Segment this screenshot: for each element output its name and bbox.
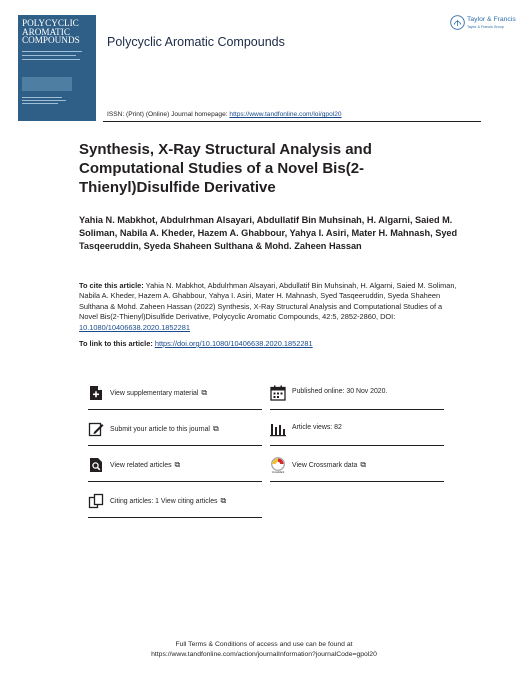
cover-line [22,59,80,60]
cover-block [22,77,72,91]
row-divider [270,445,444,446]
citing-articles-icon [88,493,104,509]
citation-label: To cite this article: [79,281,144,290]
publisher-logo[interactable] [450,15,516,37]
cover-line [22,100,66,101]
article-views-label: Article views: 82 [292,424,342,431]
journal-name[interactable]: Polycyclic Aromatic Compounds [107,35,285,49]
view-citing-articles-button[interactable] [88,484,262,518]
external-link-icon: ⧉ [174,460,181,469]
footer-terms-link[interactable]: https://www.tandfonline.com/action/journalInformation?journalCode=gpol20 [151,650,377,658]
view-citing-articles-label: Citing articles: 1 View citing articles ⧉ [110,496,227,505]
article-authors: Yahia N. Mabkhot, Abdulrhman Alsayari, Abdullatif Bin Muhsinah, H. Algarni, Saied M. Soliman, Nabila A. Kheder, Hazem A. Ghabbour, Yahya I. Asiri, Mater H. Mahnash, Syed Tasqeeruddin, Syeda Shaheen Sulthana & Mohd. Zaheen Hassan [79,215,458,251]
view-related-articles-label: View related articles ⧉ [110,460,181,469]
row-divider [270,481,444,482]
bar-chart-icon [270,421,286,437]
view-supplementary-material-button[interactable] [88,376,262,410]
external-link-icon: ⧉ [201,388,208,397]
external-link-icon: ⧉ [360,460,367,469]
publisher-logo-brand: Taylor & Francis [467,16,516,23]
search-document-icon [88,457,104,473]
published-online-label: Published online: 30 Nov 2020. [292,388,388,395]
view-supplementary-material-label: View supplementary material ⧉ [110,388,208,397]
pen-edit-icon [88,421,104,437]
crossmark-icon-label: CrossMark [271,470,285,473]
row-divider [270,409,444,410]
header-divider [103,121,481,122]
row-divider [88,445,262,446]
crossmark-icon [270,457,286,473]
citation-doi-link[interactable]: 10.1080/10406638.2020.1852281 [79,322,190,332]
document-plus-icon [88,385,104,401]
cover-line [22,97,62,98]
cover-line [22,55,76,56]
citation-text: Yahia N. Mabkhot, Abdulrhman Alsayari, Abdullatif Bin Muhsinah, H. Algarni, Saied M. Soliman, Nabila A. Kheder, Hazem A. Ghabbour, Yahya I. Asiri, Mater H. Mahnash, Syed Tasqeeruddin, Syeda Shaheen Sulthana & Mohd. Zaheen Hassan (2022) Synthesis, X-Ray Structural Analysis and Computational Studies of a Novel Bis(2-Thienyl)Disulfide Derivative, Polycyclic Aromatic Compounds, 42:5, 2852-2860, DOI: [79,281,457,322]
external-link-icon: ⧉ [212,424,219,433]
external-link-icon: ⧉ [220,496,227,505]
article-link-label: To link to this article: [79,339,155,348]
submit-article-button[interactable] [88,412,262,446]
footer-terms-text: Full Terms & Conditions of access and use can be found at [175,641,353,648]
calendar-icon [270,385,286,401]
publisher-logo-icon [450,15,465,30]
row-divider [88,517,262,518]
cover-line [22,103,58,104]
citation-block [79,281,459,333]
article-doi-link[interactable]: https://doi.org/10.1080/10406638.2020.1852281 [154,339,313,348]
journal-homepage-link[interactable]: https://www.tandfonline.com/loi/gpol20 [229,111,342,118]
footer [0,640,528,659]
cover-title: POLYCYCLIC AROMATIC COMPOUNDS [22,18,80,46]
view-crossmark-data-button[interactable] [270,448,444,482]
view-crossmark-data-label: View Crossmark data ⧉ [292,460,367,469]
view-related-articles-button[interactable] [88,448,262,482]
row-divider [88,481,262,482]
issn-text: ISSN: (Print) (Online) Journal homepage: [107,111,230,118]
journal-cover-image [18,15,96,121]
article-link-line [79,339,459,349]
submit-article-label: Submit your article to this journal ⧉ [110,424,219,433]
row-divider [88,409,262,410]
publisher-logo-subtitle: Taylor & Francis Group [467,25,504,29]
issn-line [107,111,342,118]
published-online-info [270,376,444,410]
cover-line [22,51,82,52]
article-views-info [270,412,444,446]
article-title: Synthesis, X-Ray Structural Analysis and Computational Studies of a Novel Bis(2-Thienyl)Disulfide Derivative [79,141,372,196]
